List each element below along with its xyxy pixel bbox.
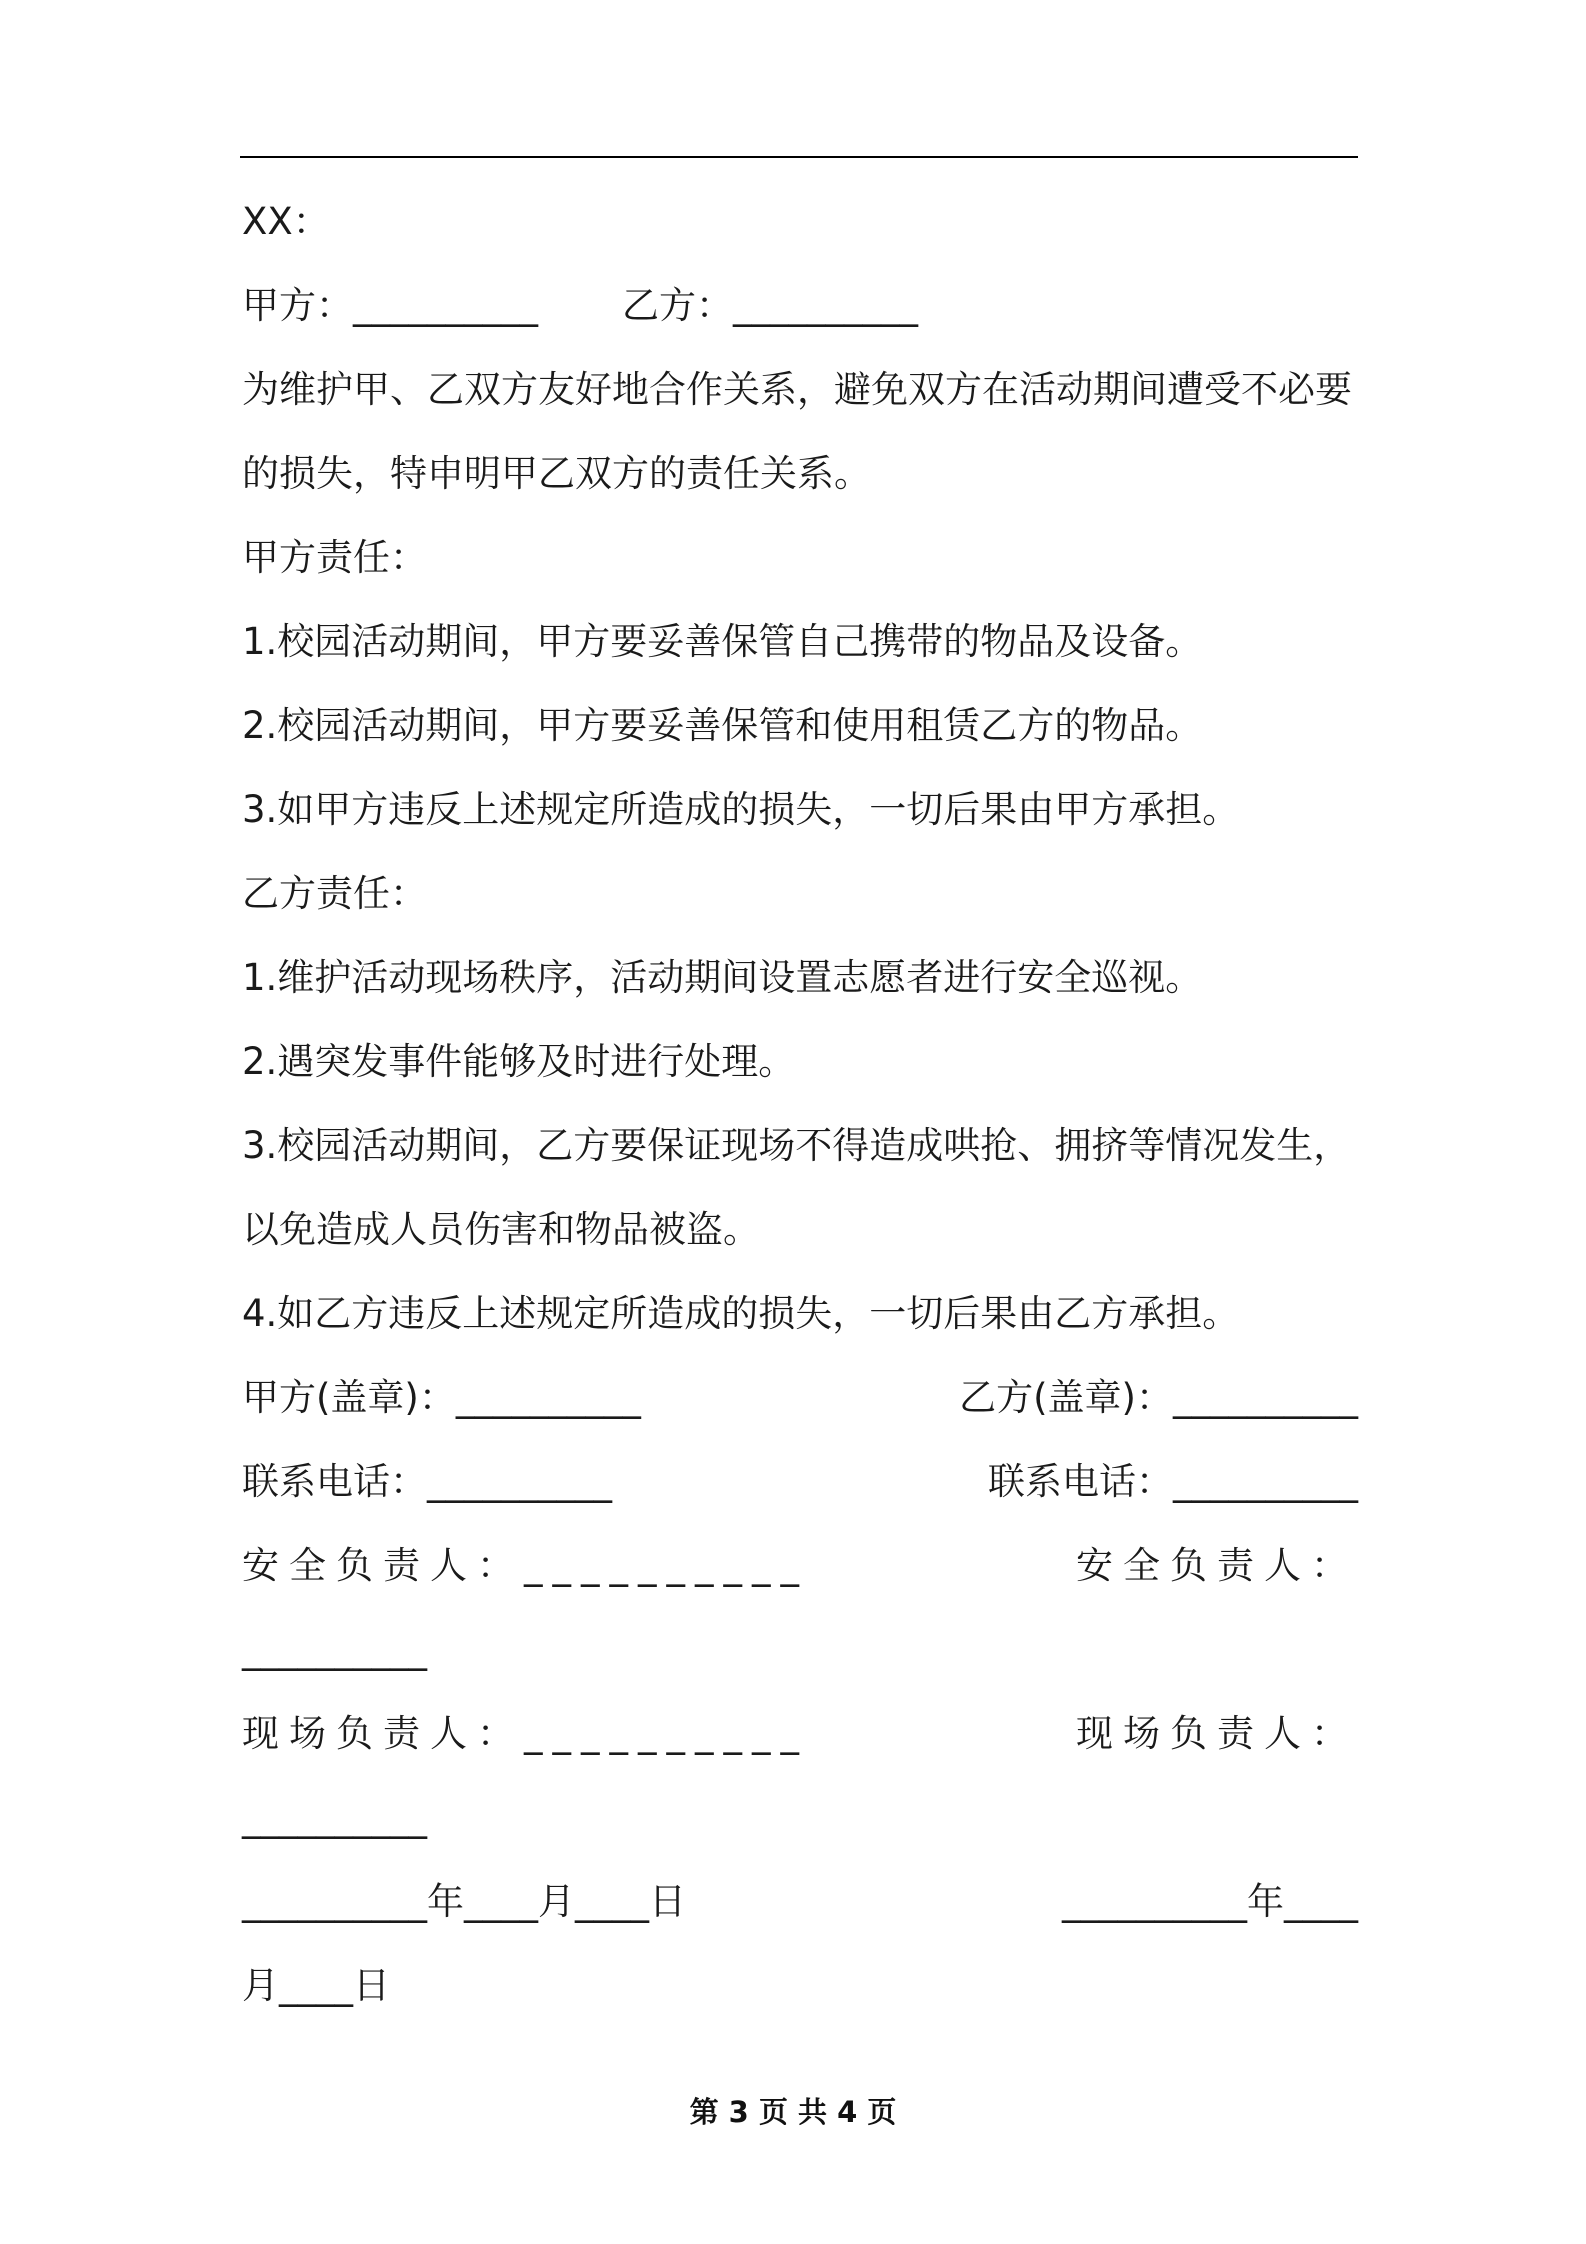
party-a-item: 2.校园活动期间，甲方要妥善保管和使用租赁乙方的物品。 [242,704,1203,747]
page-number: 第 3 页 共 4 页 [689,2095,897,2129]
party-b-date: __________年____ [1062,1880,1358,1923]
party-b-site-blank: __________ [242,1796,427,1839]
phone-line [242,1440,1358,1524]
intro-line-2: 的损失，特申明甲乙双方的责任关系。 [242,452,871,495]
party-b-resp-heading: 乙方责任： [242,872,427,915]
party-b-item: 4.如乙方违反上述规定所造成的损失，一切后果由乙方承担。 [242,1292,1240,1335]
party-a-phone: 联系电话：__________ [242,1460,612,1503]
parties-line [242,264,1358,348]
party-a-item: 1.校园活动期间，甲方要妥善保管自己携带的物品及设备。 [242,620,1203,663]
party-b-safety: 安全负责人： [1076,1544,1358,1587]
intro-line-1: 为维护甲、乙双方友好地合作关系，避免双方在活动期间遭受不必要 [242,368,1352,411]
party-b-item: 2.遇突发事件能够及时进行处理。 [242,1040,796,1083]
party-a-item: 3.如甲方违反上述规定所造成的损失，一切后果由甲方承担。 [242,788,1240,831]
document-body [242,180,1358,2028]
salutation: XX： [242,200,330,243]
party-a-safety: 安全负责人：__________ [242,1544,809,1587]
party-a-seal: 甲方(盖章)：__________ [242,1376,641,1419]
party-a-blank: 甲方：__________ [242,284,538,327]
party-b-item: 以免造成人员伤害和物品被盗。 [242,1208,760,1251]
header-rule [240,156,1358,158]
safety-line [242,1524,1358,1608]
party-a-site: 现场负责人：__________ [242,1712,809,1755]
date-line [242,1860,1358,1944]
party-b-site: 现场负责人： [1076,1712,1358,1755]
party-b-seal: 乙方(盖章)：__________ [959,1376,1358,1419]
party-b-phone: 联系电话：__________ [988,1460,1358,1503]
party-b-safety-blank: __________ [242,1628,427,1671]
party-b-item: 3.校园活动期间，乙方要保证现场不得造成哄抢、拥挤等情况发生， [242,1124,1351,1167]
seal-line [242,1356,1358,1440]
party-b-blank: 乙方：__________ [622,284,918,327]
party-a-date: __________年____月____日 [242,1880,686,1923]
party-b-item: 1.维护活动现场秩序，活动期间设置志愿者进行安全巡视。 [242,956,1203,999]
party-b-date-cont: 月____日 [242,1964,390,2007]
site-line [242,1692,1358,1776]
party-a-resp-heading: 甲方责任： [242,536,427,579]
